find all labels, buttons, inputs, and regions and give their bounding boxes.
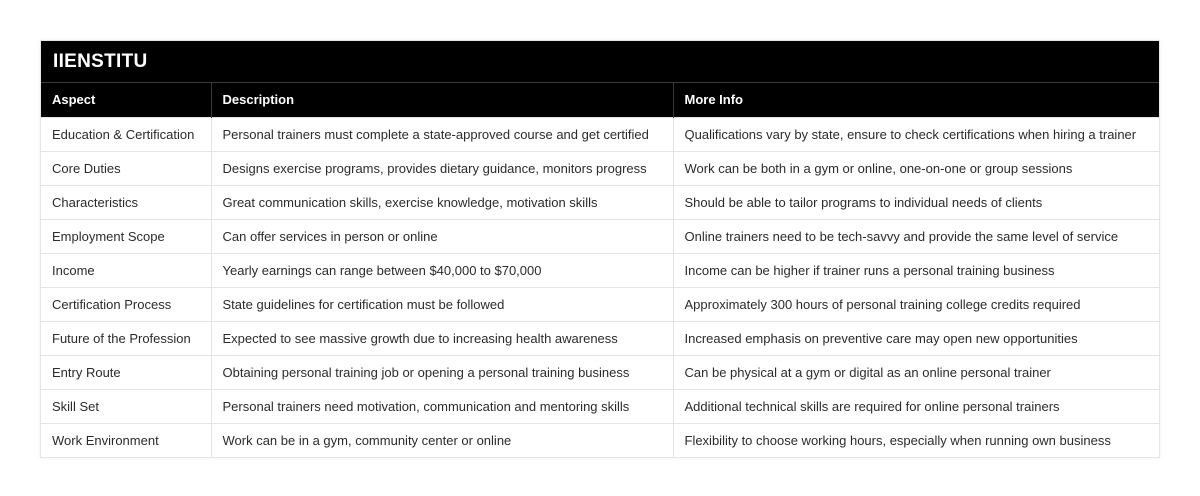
aspect-cell: Employment Scope bbox=[41, 219, 211, 253]
description-cell: Great communication skills, exercise knowledge, motivation skills bbox=[211, 185, 673, 219]
more-info-cell: Additional technical skills are required for online personal trainers bbox=[673, 389, 1159, 423]
description-cell: Personal trainers need motivation, communication and mentoring skills bbox=[211, 389, 673, 423]
aspect-cell: Characteristics bbox=[41, 185, 211, 219]
column-header-description: Description bbox=[211, 83, 673, 117]
aspect-cell: Core Duties bbox=[41, 151, 211, 185]
table-row bbox=[41, 151, 1159, 185]
aspect-cell: Education & Certification bbox=[41, 117, 211, 151]
aspect-cell: Future of the Profession bbox=[41, 321, 211, 355]
info-table-card bbox=[40, 40, 1160, 458]
brand-header bbox=[41, 41, 1159, 83]
table-row bbox=[41, 117, 1159, 151]
aspect-cell: Certification Process bbox=[41, 287, 211, 321]
info-table bbox=[41, 83, 1159, 457]
description-cell: Work can be in a gym, community center or online bbox=[211, 423, 673, 457]
table-row bbox=[41, 389, 1159, 423]
table-row bbox=[41, 423, 1159, 457]
description-cell: Expected to see massive growth due to increasing health awareness bbox=[211, 321, 673, 355]
aspect-cell: Entry Route bbox=[41, 355, 211, 389]
more-info-cell: Qualifications vary by state, ensure to check certifications when hiring a trainer bbox=[673, 117, 1159, 151]
description-cell: State guidelines for certification must be followed bbox=[211, 287, 673, 321]
brand-title: IIENSTITU bbox=[53, 50, 148, 72]
table-row bbox=[41, 321, 1159, 355]
more-info-cell: Flexibility to choose working hours, especially when running own business bbox=[673, 423, 1159, 457]
description-cell: Personal trainers must complete a state-approved course and get certified bbox=[211, 117, 673, 151]
more-info-cell: Can be physical at a gym or digital as an online personal trainer bbox=[673, 355, 1159, 389]
more-info-cell: Increased emphasis on preventive care may open new opportunities bbox=[673, 321, 1159, 355]
aspect-cell: Work Environment bbox=[41, 423, 211, 457]
more-info-cell: Income can be higher if trainer runs a personal training business bbox=[673, 253, 1159, 287]
aspect-cell: Income bbox=[41, 253, 211, 287]
table-row bbox=[41, 253, 1159, 287]
description-cell: Can offer services in person or online bbox=[211, 219, 673, 253]
description-cell: Obtaining personal training job or opening a personal training business bbox=[211, 355, 673, 389]
table-row bbox=[41, 219, 1159, 253]
aspect-cell: Skill Set bbox=[41, 389, 211, 423]
description-cell: Yearly earnings can range between $40,000 to $70,000 bbox=[211, 253, 673, 287]
more-info-cell: Should be able to tailor programs to individual needs of clients bbox=[673, 185, 1159, 219]
description-cell: Designs exercise programs, provides dietary guidance, monitors progress bbox=[211, 151, 673, 185]
more-info-cell: Online trainers need to be tech-savvy and provide the same level of service bbox=[673, 219, 1159, 253]
table-row bbox=[41, 355, 1159, 389]
column-header-more-info: More Info bbox=[673, 83, 1159, 117]
table-header-row bbox=[41, 83, 1159, 117]
more-info-cell: Approximately 300 hours of personal training college credits required bbox=[673, 287, 1159, 321]
table-row bbox=[41, 287, 1159, 321]
column-header-aspect: Aspect bbox=[41, 83, 211, 117]
more-info-cell: Work can be both in a gym or online, one-on-one or group sessions bbox=[673, 151, 1159, 185]
table-row bbox=[41, 185, 1159, 219]
